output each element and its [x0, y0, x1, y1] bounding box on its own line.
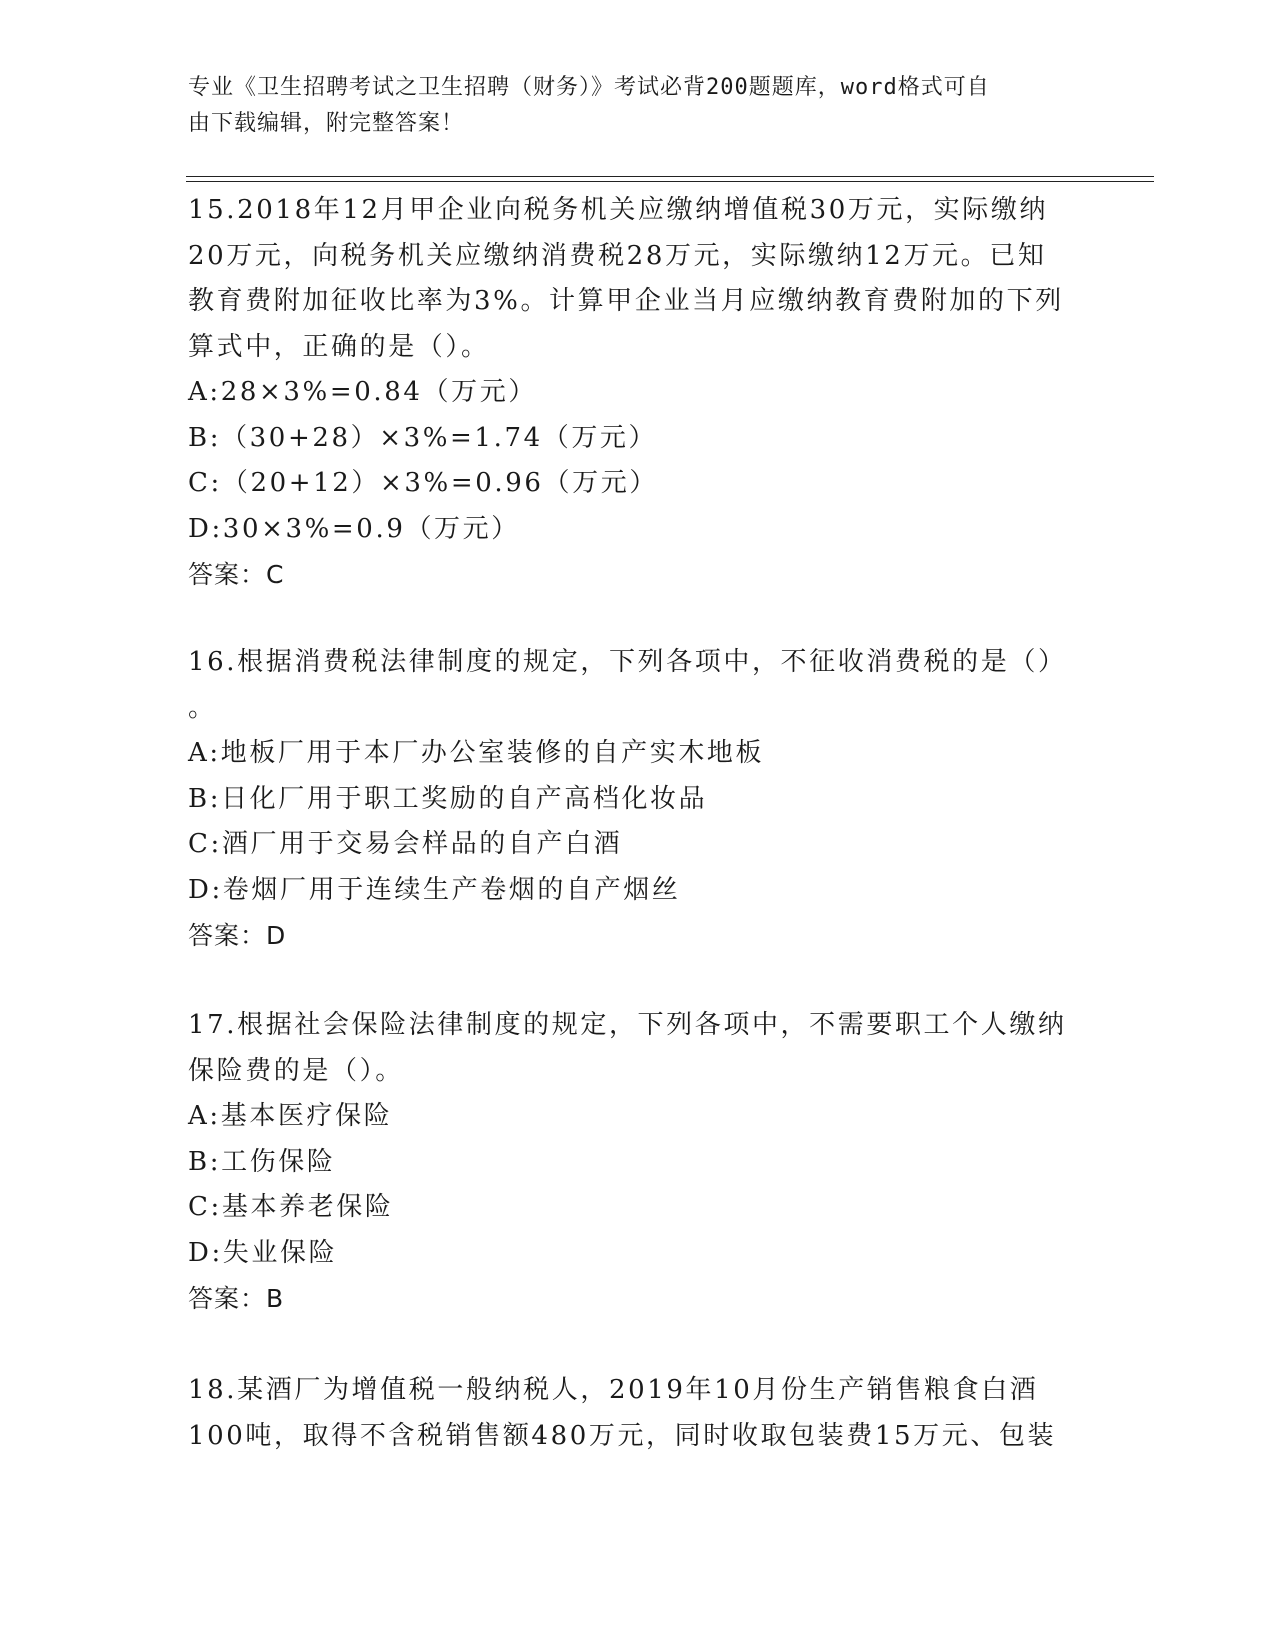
question-text-line: 18.某酒厂为增值税一般纳税人，2019年10月份生产销售粮食白酒 — [188, 1375, 1039, 1405]
question-text-line: 17.根据社会保险法律制度的规定，下列各项中，不需要职工个人缴纳 — [188, 1010, 1067, 1040]
option-a: A:地板厂用于本厂办公室装修的自产实木地板 — [188, 738, 765, 768]
header-divider-bottom — [186, 181, 1154, 182]
question-text-line: 16.根据消费税法律制度的规定，下列各项中，不征收消费税的是（） — [188, 647, 1067, 677]
answer: 答案：D — [188, 921, 287, 950]
answer: 答案：C — [188, 560, 285, 589]
option-b: B:（30+28）×3%=1.74（万元） — [188, 422, 658, 453]
question-text-line: 。 — [188, 692, 217, 723]
question-16 — [188, 640, 1088, 959]
header-line-1: 专业《卫生招聘考试之卫生招聘（财务）》考试必背200题题库，word格式可自 — [188, 75, 990, 100]
option-c: C:（20+12）×3%=0.96（万元） — [188, 468, 658, 498]
question-text-line: 15.2018年12月甲企业向税务机关应缴纳增值税30万元，实际缴纳 — [188, 195, 1049, 225]
option-c: C:酒厂用于交易会样品的自产白酒 — [188, 829, 623, 859]
document-header — [188, 70, 1068, 142]
question-15 — [188, 188, 1088, 598]
question-text-line: 100吨，取得不含税销售额480万元，同时收取包装费15万元、包装 — [188, 1420, 1057, 1451]
question-18 — [188, 1368, 1088, 1459]
header-line-2: 由下载编辑，附完整答案！ — [188, 111, 465, 136]
option-d: D:30×3%=0.9（万元） — [188, 513, 520, 544]
option-d: D:卷烟厂用于连续生产卷烟的自产烟丝 — [188, 874, 681, 905]
question-text-line: 算式中，正确的是（）。 — [188, 331, 490, 362]
header-divider-top — [186, 176, 1154, 177]
answer: 答案：B — [188, 1284, 285, 1313]
question-text-line: 20万元，向税务机关应缴纳消费税28万元，实际缴纳12万元。已知 — [188, 240, 1047, 271]
question-17 — [188, 1003, 1088, 1322]
option-a: A:28×3%=0.84（万元） — [188, 377, 537, 407]
option-c: C:基本养老保险 — [188, 1192, 394, 1222]
question-text-line: 保险费的是（）。 — [188, 1055, 404, 1086]
option-d: D:失业保险 — [188, 1237, 338, 1268]
option-b: B:工伤保险 — [188, 1146, 336, 1177]
option-a: A:基本医疗保险 — [188, 1101, 393, 1131]
option-b: B:日化厂用于职工奖励的自产高档化妆品 — [188, 783, 708, 814]
question-text-line: 教育费附加征收比率为3%。计算甲企业当月应缴纳教育费附加的下列 — [188, 286, 1064, 316]
